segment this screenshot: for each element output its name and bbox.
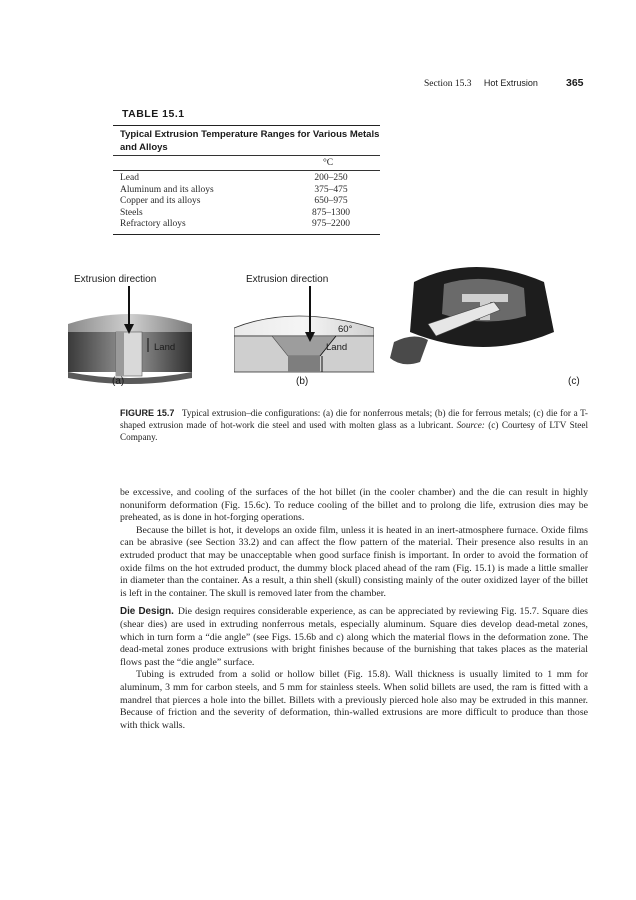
die-photo-c: [374, 262, 598, 372]
die-a-bore-shadow: [116, 332, 124, 376]
section-title: Hot Extrusion: [483, 78, 538, 88]
die-diagram-b: [234, 286, 384, 396]
angle-label: 60°: [338, 324, 353, 335]
die-b-land-bore: [288, 356, 320, 372]
table-row: [113, 173, 380, 185]
panel-label-a: (a): [112, 376, 125, 387]
temp-cell: 650–975: [314, 196, 348, 207]
page-number: 365: [566, 77, 584, 89]
table-row: [113, 185, 380, 197]
die-b-top: [234, 316, 374, 336]
extrusion-direction-label-b: Extrusion direction: [246, 274, 329, 285]
body-text: [120, 487, 588, 732]
land-label-b: Land: [326, 342, 348, 353]
table-row: [113, 196, 380, 208]
caption-source: (c) Courtesy of LTV Steel Company.: [120, 420, 588, 442]
paragraph: Because the billet is hot, it develops an oxide film, unless it is heated in an inert-atmosphere furnace. Oxide films can be abrasive (see Section 33.2) and can affect the flow pattern of the material. Their presence also results in an extruded product that may be unacceptable when good surface finish is important. In order to avoid the formation of oxide films on the hot extruded product, the dummy block placed ahead of the ram (Fig. 15.1) is made a little smaller in diameter than the container. As a result, a thin shell (skull) consisting mainly of the outer oxidized layer of the billet is left in the container. The skull is removed later from the chamber.: [120, 524, 588, 599]
die-design-heading: Die Design.: [120, 606, 174, 618]
table-unit-header: [113, 156, 380, 170]
figure-number: FIGURE 15.7: [120, 408, 175, 418]
die-diagram-a: [68, 286, 248, 396]
table-row: [113, 219, 380, 231]
extrusion-direction-label-a: Extrusion direction: [74, 274, 157, 285]
material-cell: Steels: [120, 207, 143, 218]
panel-label-b: (b): [296, 376, 309, 387]
figure-caption: [120, 407, 588, 443]
panel-label-c: (c): [568, 376, 580, 387]
figure-15-7: [68, 262, 598, 392]
caption-text: Typical extrusion–die configurations: (a) die for nonferrous metals; (b) die for ferrous metals; (c) die for a T-shaped extrusion made of hot-work die steel and used with molten glass as a lubricant.: [120, 408, 588, 430]
material-cell: Copper and its alloys: [120, 196, 201, 207]
paragraph-text: Die design requires considerable experience, as can be appreciated by reviewing Fig. 15.7. Square dies (shear dies) are used in extruding nonferrous metals, especially aluminum. Square dies develop dead-metal zones, which in turn form a “die angle” (see Figs. 15.6b and c) along which the material flows in the deformation zone. The dead-metal zones produce extrusions with bright finishes because of the burnishing that takes places as the material flows past the “die angle” surface.: [120, 606, 588, 668]
table-body: [113, 171, 380, 231]
material-cell: Refractory alloys: [120, 219, 186, 230]
land-label-a: Land: [154, 342, 176, 353]
material-cell: Aluminum and its alloys: [120, 184, 214, 195]
table-caption: Typical Extrusion Temperature Ranges for Various Metals and Alloys: [120, 129, 380, 153]
unit-label: °C: [323, 158, 334, 168]
temp-cell: 375–475: [314, 184, 348, 195]
caption-source-label: Source:: [456, 420, 485, 430]
material-cell: Lead: [120, 173, 139, 183]
table-label: TABLE 15.1: [122, 108, 185, 120]
paragraph: [120, 606, 588, 669]
running-head: [424, 78, 538, 89]
paragraph: Tubing is extruded from a solid or hollow billet (Fig. 15.8). Wall thickness is usually limited to 1 mm for aluminum, 3 mm for carbon steels, and 5 mm for stainless steels. When solid billets are used, the ram is fitted with a mandrel that pierces a hole into the billet. Billets with a previously pierced hole also may be extruded in this manner. Because of friction and the severity of deformation, thin-walled extrusions are more difficult to produce than those with thick walls.: [120, 669, 588, 731]
paragraph: be excessive, and cooling of the surfaces of the hot billet (in the cooler chamber) and the die can result in highly nonuniform deformation (Fig. 15.6c). To reduce cooling of the billet and to prolong die life, extrusion dies may be preheated, as is done in hot-forging operations.: [120, 487, 588, 524]
temp-cell: 200–250: [314, 173, 348, 183]
section-number: Section 15.3: [424, 79, 472, 89]
temperature-table: [113, 125, 380, 235]
table-bottom-rule: [113, 234, 380, 235]
table-row: [113, 208, 380, 220]
temp-cell: 875–1300: [312, 207, 350, 218]
temp-cell: 975–2200: [312, 219, 350, 230]
